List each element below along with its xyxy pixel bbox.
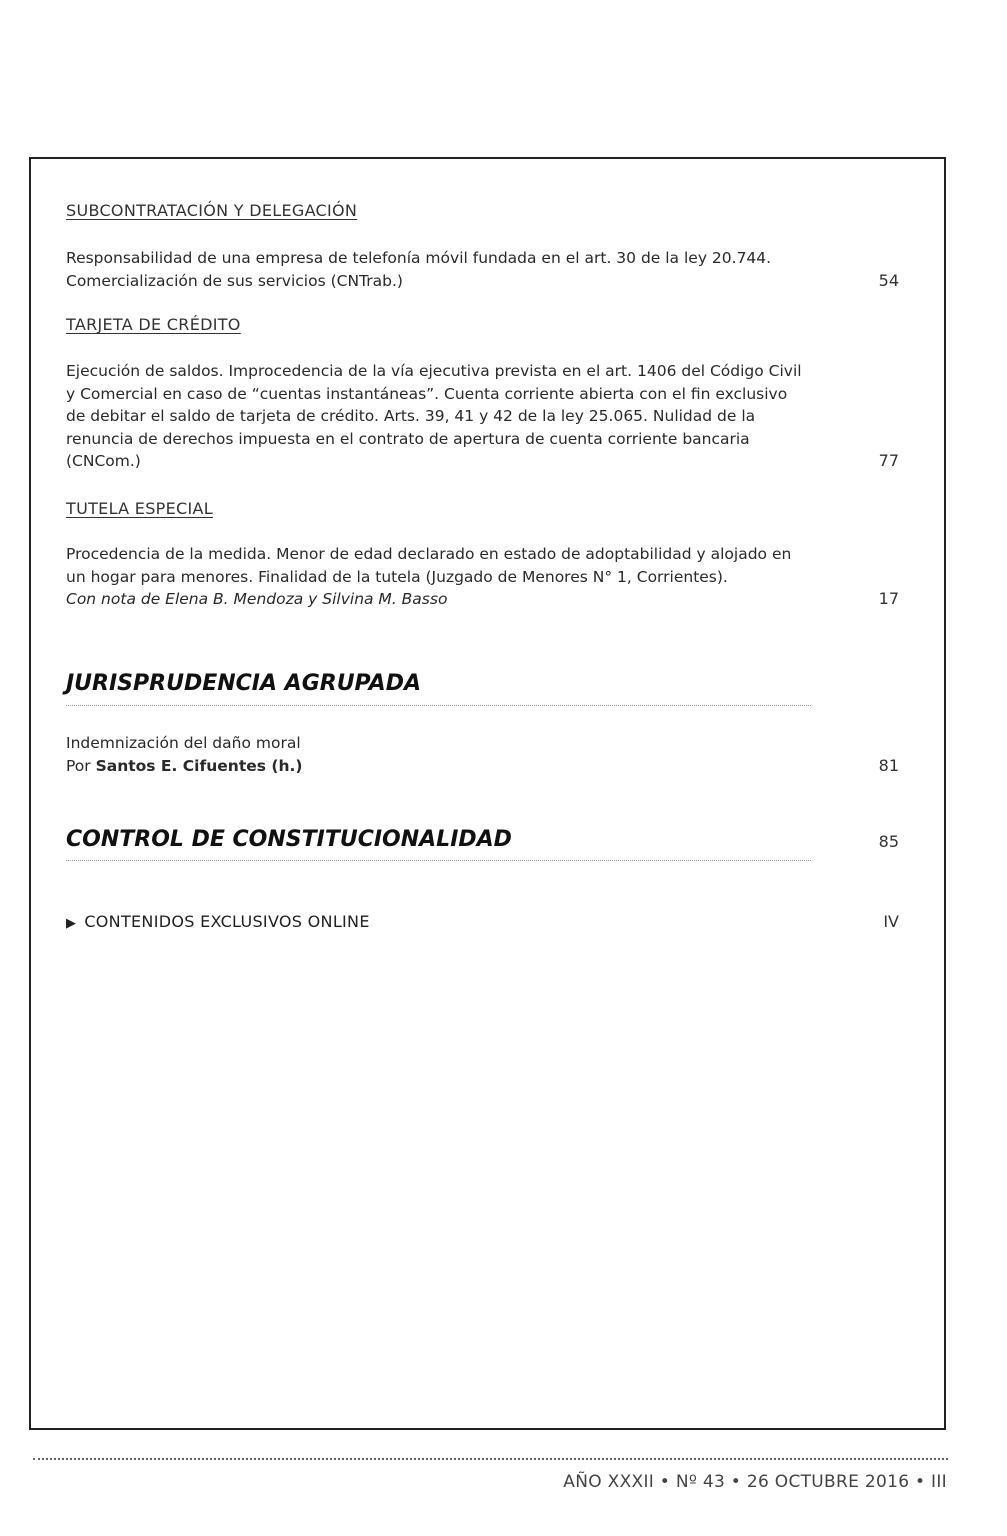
index-entry <box>66 360 899 473</box>
content-frame <box>29 157 946 1430</box>
entry-page-number: 17 <box>878 589 899 608</box>
online-contents-link[interactable] <box>66 912 370 931</box>
section-heading-tarjeta: TARJETA DE CRÉDITO <box>66 315 241 334</box>
entry-title: Indemnización del daño moral <box>66 734 301 752</box>
index-entry <box>66 247 899 292</box>
divider <box>66 705 811 706</box>
entry-text: Ejecución de saldos. Improcedencia de la vía ejecutiva prevista en el art. 1406 del Código Civil y Comercial en caso de “cuentas instantáneas”. Cuenta corriente abierta con el fin exclusivo de debitar el saldo de tarjeta de crédito. Arts. 39, 41 y 42 de la ley 25.065. Nulidad de la renuncia de derechos impuesta en el contrato de apertura de cuenta corriente bancaria (CNCom.) <box>66 362 802 470</box>
entry-text: Responsabilidad de una empresa de telefonía móvil fundada en el art. 30 de la ley 20.744. Comercialización de sus servicios (CNTrab.) <box>66 249 772 290</box>
page-footer: AÑO XXXII • Nº 43 • 26 OCTUBRE 2016 • III <box>563 1472 947 1492</box>
entry-text: Procedencia de la medida. Menor de edad declarado en estado de adoptabilidad y alojado en un hogar para menores. Finalidad de la tutela (Juzgado de Menores N° 1, Corrientes). <box>66 545 792 586</box>
control-page-number: 85 <box>878 832 899 851</box>
author-name: Santos E. Cifuentes (h.) <box>95 756 303 775</box>
section-heading-subcontratacion: SUBCONTRATACIÓN Y DELEGACIÓN <box>66 201 358 220</box>
author-prefix: Por <box>66 756 91 775</box>
entry-page-number: 81 <box>878 755 899 775</box>
footer-divider <box>33 1458 948 1460</box>
online-page-number: IV <box>883 912 899 931</box>
entry-note: Con nota de Elena B. Mendoza y Silvina M. Basso <box>66 590 448 608</box>
online-contents-label: CONTENIDOS EXCLUSIVOS ONLINE <box>84 912 370 931</box>
index-entry <box>66 732 899 777</box>
entry-author-line <box>66 755 811 778</box>
play-arrow-icon: ▶ <box>66 916 77 931</box>
entry-page-number: 54 <box>878 270 899 290</box>
entry-page-number: 77 <box>878 451 899 470</box>
divider <box>66 860 811 861</box>
heading-control-constitucionalidad: CONTROL DE CONSTITUCIONALIDAD <box>66 827 512 852</box>
index-entry <box>66 543 899 611</box>
section-heading-tutela: TUTELA ESPECIAL <box>66 499 213 518</box>
heading-jurisprudencia-agrupada: JURISPRUDENCIA AGRUPADA <box>66 671 421 696</box>
